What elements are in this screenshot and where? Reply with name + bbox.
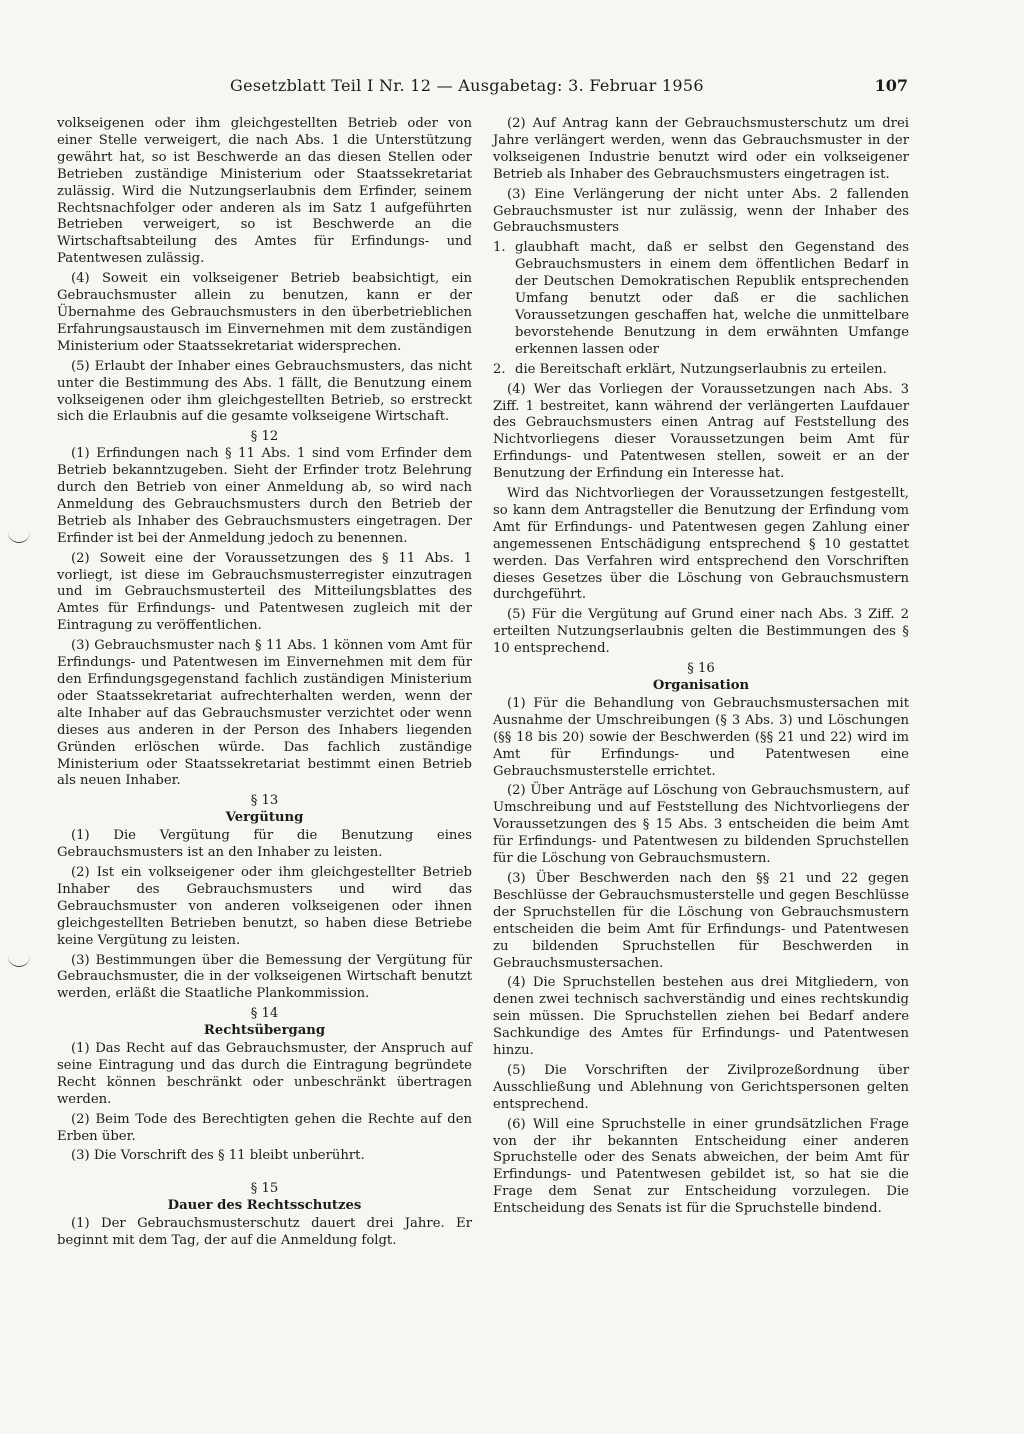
paragraph: (2) Über Anträge auf Löschung von Gebrauchsmustern, auf Umschreibung und auf Feststellung des Nichtvorliegens der Voraussetzungen des § 15 Abs. 3 entscheiden die beim Amt für Erfindungs- und Patentwesen zu bildenden Spruchstellen für die Löschung von Gebrauchsmustern. xyxy=(493,783,909,867)
section-title: Organisation xyxy=(652,678,750,693)
list-item-text: glaubhaft macht, daß er selbst den Gegenstand des Gebrauchsmusters in einem dem öffentlichen Bedarf in der Deutschen Demokratischen Republik entsprechenden Umfang benutzt oder daß er die sachlichen Voraussetzungen geschaffen hat, welche die unmittelbare bevorstehende Benutzung in dem erwähnten Umfange erkennen lassen oder xyxy=(515,240,909,357)
list-item xyxy=(493,362,909,379)
paragraph: (5) Die Vorschriften der Zivilprozeßordnung über Ausschließung und Ablehnung von Gerichtspersonen gelten entsprechend. xyxy=(493,1062,909,1112)
paragraph: (3) Bestimmungen über die Bemessung der Vergütung für Gebrauchsmuster, die in der volkseigenen Wirtschaft benutzt werden, erläßt die Staatliche Plankommission. xyxy=(57,952,472,1002)
list-item-number: 1. xyxy=(493,240,506,256)
section-number: § 13 xyxy=(250,793,279,809)
paragraph: (1) Die Vergütung für die Benutzung eines Gebrauchsmusters ist an den Inhaber zu leisten. xyxy=(57,828,472,861)
section-title: Rechtsübergang xyxy=(203,1023,326,1039)
paragraph: (4) Wer das Vorliegen der Voraussetzungen nach Abs. 3 Ziff. 1 bestreitet, kann während der verlängerten Laufdauer des Gebrauchsmusters einen Antrag auf Feststellung des Nichtvorliegens dieser Voraussetzungen beim Amt für Erfindungs- und Patentwesen stellen, soweit er an der Benutzung der Erfindung ein Interesse hat. xyxy=(493,381,909,482)
section-number: § 12 xyxy=(250,429,279,445)
paragraph: (1) Das Recht auf das Gebrauchsmuster, der Anspruch auf seine Eintragung und das durch die Eintragung begründete Recht können beschränkt oder unbeschränkt übertragen werden. xyxy=(57,1041,472,1107)
paragraph: Wird das Nichtvorliegen der Voraussetzungen festgestellt, so kann dem Antragsteller die Benutzung der Erfindung vom Amt für Erfindungs- und Patentwesen gegen Zahlung einer angemessenen Entschädigung entsprechend § 10 gestattet werden. Das Verfahren wird entsprechend den Vorschriften dieses Gesetzes über die Löschung von Gebrauchsmustern durchgeführt. xyxy=(493,486,909,603)
page-number: 107 xyxy=(874,76,908,95)
section-number: § 14 xyxy=(250,1006,279,1022)
list-item-number: 2. xyxy=(493,361,506,377)
section-title: Dauer des Rechtsschutzes xyxy=(167,1198,362,1214)
paragraph: (2) Auf Antrag kann der Gebrauchsmusterschutz um drei Jahre verlängert werden, wenn das Gebrauchsmuster in der volkseigenen Industrie benutzt wird oder ein volkseigener Betrieb als Inhaber des Gebrauchsmusters eingetragen ist. xyxy=(493,116,909,182)
paragraph: (2) Soweit eine der Voraussetzungen des § 11 Abs. 1 vorliegt, ist diese im Gebrauchsmusterregister einzutragen und im Gebrauchsmusterteil des Mitteilungsblattes des Amtes für Erfindungs- und Patentwesen zugleich mit der Eintragung zu veröffentlichen. xyxy=(57,550,472,634)
paragraph: (6) Will eine Spruchstelle in einer grundsätzlichen Frage von der ihr bekannten Entscheidung einer anderen Spruchstelle oder des Senats abweichen, der beim Amt für Erfindungs- und Patentwesen gebildet ist, so hat sie die Frage dem Senat zur Entscheidung vorzulegen. Die Entscheidung des Senats ist für die Spruchstelle bindend. xyxy=(493,1116,909,1217)
section-number: § 15 xyxy=(250,1181,279,1197)
section-title: Vergütung xyxy=(225,810,304,826)
paragraph: (3) Eine Verlängerung der nicht unter Abs. 2 fallenden Gebrauchsmuster ist nur zulässig, wenn der Inhaber des Gebrauchsmusters xyxy=(493,186,909,236)
header-title: Gesetzblatt Teil I Nr. 12 — Ausgabetag: 3. Februar 1956 xyxy=(230,76,704,95)
paragraph: (4) Die Spruchstellen bestehen aus drei Mitgliedern, von denen zwei technisch sachverständig und eines rechtskundig sein müssen. Die Spruchstellen ziehen bei Bedarf andere Sachkundige des Amtes für Erfindungs- und Patentwesen hinzu. xyxy=(493,975,909,1059)
paragraph: (2) Ist ein volkseigener oder ihm gleichgestellter Betrieb Inhaber des Gebrauchsmusters und wird das Gebrauchsmuster von anderen volkseigenen oder ihnen gleichgestellten Betrieben benutzt, so haben diese Betriebe keine Vergütung zu leisten. xyxy=(57,864,472,948)
margin-mark xyxy=(8,532,30,543)
list-item-text: die Bereitschaft erklärt, Nutzungserlaubnis zu erteilen. xyxy=(515,361,887,377)
list-item xyxy=(493,240,909,358)
paragraph: (2) Beim Tode des Berechtigten gehen die Rechte auf den Erben über. xyxy=(57,1111,472,1144)
page-header xyxy=(230,72,908,102)
paragraph: (3) Die Vorschrift des § 11 bleibt unberührt. xyxy=(71,1148,365,1164)
paragraph: (3) Gebrauchsmuster nach § 11 Abs. 1 können vom Amt für Erfindungs- und Patentwesen im Einvernehmen mit dem für den Erfindungsgegenstand fachlich zuständigen Ministerium oder Staatssekretariat aufrechterhalten werden, wenn der alte Inhaber auf das Gebrauchsmuster verzichtet oder wenn dieses aus anderen in der Person des Inhabers liegenden Gründen erlöschen würde. Das fachlich zuständige Ministerium oder Staatssekretariat bestimmt einen Betrieb als neuen Inhaber. xyxy=(57,638,472,789)
paragraph: (4) Soweit ein volkseigener Betrieb beabsichtigt, ein Gebrauchsmuster allein zu benutzen, kann er der Übernahme des Gebrauchsmusters in den überbetrieblichen Erfahrungsaustausch im Einvernehmen mit dem zuständigen Ministerium oder Staatssekretariat widersprechen. xyxy=(57,271,472,354)
paragraph: (1) Für die Behandlung von Gebrauchsmustersachen mit Ausnahme der Umschreibungen (§ 3 Abs. 3) und Löschungen (§§ 18 bis 20) sowie der Beschwerden (§§ 21 und 22) wird im Amt für Erfindungs- und Patentwesen eine Gebrauchsmusterstelle errichtet. xyxy=(493,695,909,779)
left-column xyxy=(57,116,472,1253)
margin-mark xyxy=(8,956,30,967)
right-column xyxy=(493,116,909,1221)
paragraph: (1) Erfindungen nach § 11 Abs. 1 sind vom Erfinder dem Betrieb bekanntzugeben. Sieht der Erfinder trotz Belehrung durch den Betrieb von einer Anmeldung ab, so wird nach Anmeldung des Gebrauchsmusters durch den Betrieb der Betrieb als Inhaber des Gebrauchsmusters eingetragen. Der Erfinder ist bei der Anmeldung jedoch zu benennen. xyxy=(57,446,472,546)
paragraph: (5) Für die Vergütung auf Grund einer nach Abs. 3 Ziff. 2 erteilten Nutzungserlaubnis gelten die Bestimmungen des § 10 entsprechend. xyxy=(493,607,909,657)
paragraph: (5) Erlaubt der Inhaber eines Gebrauchsmusters, das nicht unter die Bestimmung des Abs. 1 fällt, die Benutzung einem volkseigenen oder ihm gleichgestellten Betrieb, so erstreckt sich die Erlaubnis auf die gesamte volkseigene Wirtschaft. xyxy=(57,358,472,425)
section-number: § 16 xyxy=(687,661,715,677)
paragraph: (3) Über Beschwerden nach den §§ 21 und 22 gegen Beschlüsse der Gebrauchsmusterstelle und gegen Beschlüsse der Spruchstellen für die Löschung von Gebrauchsmustern entscheiden die beim Amt für Erfindungs- und Patentwesen zu bildenden Spruchstellen für Beschwerden in Gebrauchsmustersachen. xyxy=(493,870,909,971)
paragraph: (1) Der Gebrauchsmusterschutz dauert drei Jahre. Er beginnt mit dem Tag, der auf die Anmeldung folgt. xyxy=(57,1216,472,1249)
paragraph: volkseigenen oder ihm gleichgestellten Betrieb oder von einer Stelle verweigert, die nach Abs. 1 die Unterstützung gewährt hat, so ist Beschwerde an das diesen Stellen oder Betrieben zuständige Ministerium oder Staatssekretariat zulässig. Wird die Nutzungserlaubnis dem Erfinder, seinem Rechtsnachfolger oder anderen als im Satz 1 aufgeführten Betrieben verweigert, so ist Beschwerde an die Wirtschaftsabteilung des Amtes für Erfindungs- und Patentwesen zulässig. xyxy=(57,116,472,267)
